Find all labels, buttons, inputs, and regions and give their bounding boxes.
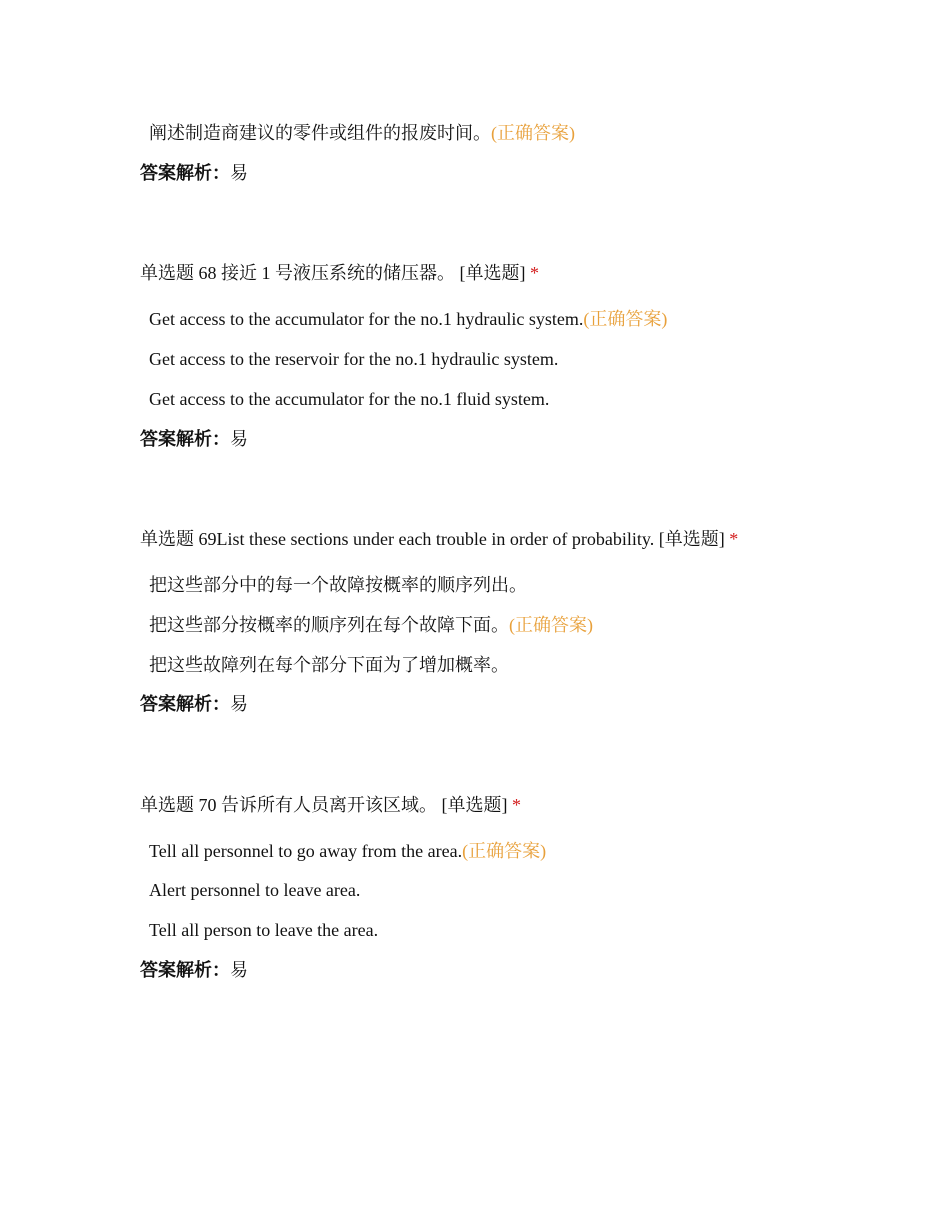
option-text: Tell all personnel to go away from the area. bbox=[149, 841, 463, 861]
option bbox=[149, 613, 593, 637]
question-title bbox=[140, 261, 539, 285]
option-text: 阐述制造商建议的零件或组件的报废时间。 bbox=[149, 123, 491, 143]
option-text: Tell all person to leave the area. bbox=[149, 920, 379, 940]
correct-answer-marker: (正确答案) bbox=[491, 123, 575, 143]
correct-answer-marker: (正确答案) bbox=[583, 309, 668, 329]
option-text: Get access to the accumulator for the no.1 fluid system. bbox=[149, 389, 550, 409]
analysis-value: 易 bbox=[230, 960, 248, 980]
option-text: 把这些部分按概率的顺序列在每个故障下面。 bbox=[149, 615, 509, 635]
question-title bbox=[140, 527, 738, 551]
analysis-value: 易 bbox=[230, 694, 248, 714]
question-text: 单选题 68 接近 1 号液压系统的储压器。 [单选题] bbox=[140, 263, 526, 283]
question-text: 单选题 70 告诉所有人员离开该区域。 [单选题] bbox=[140, 795, 508, 815]
option bbox=[149, 573, 527, 597]
option-text: Get access to the accumulator for the no.1 hydraulic system. bbox=[149, 309, 584, 329]
analysis-value: 易 bbox=[230, 163, 248, 183]
required-marker: * bbox=[530, 263, 539, 283]
option-text: Alert personnel to leave area. bbox=[149, 880, 361, 900]
question-title bbox=[140, 793, 521, 817]
option bbox=[149, 839, 546, 863]
required-marker: * bbox=[729, 529, 739, 549]
option bbox=[149, 918, 378, 942]
required-marker: * bbox=[512, 795, 521, 815]
correct-answer-marker: (正确答案) bbox=[509, 615, 593, 635]
question-text: 单选题 69List these sections under each trouble in order of probability. [单选题] bbox=[140, 529, 725, 549]
option bbox=[149, 121, 575, 145]
analysis-label: 答案解析： bbox=[140, 960, 230, 980]
analysis-value: 易 bbox=[230, 429, 248, 449]
option bbox=[149, 387, 549, 411]
option bbox=[149, 347, 558, 371]
answer-analysis bbox=[140, 692, 248, 716]
option bbox=[149, 878, 360, 902]
answer-analysis bbox=[140, 161, 248, 185]
option-text: 把这些部分中的每一个故障按概率的顺序列出。 bbox=[149, 575, 527, 595]
correct-answer-marker: (正确答案) bbox=[462, 841, 547, 861]
analysis-label: 答案解析： bbox=[140, 694, 230, 714]
option bbox=[149, 653, 509, 677]
option-text: 把这些故障列在每个部分下面为了增加概率。 bbox=[149, 655, 509, 675]
analysis-label: 答案解析： bbox=[140, 429, 230, 449]
analysis-label: 答案解析： bbox=[140, 163, 230, 183]
option bbox=[149, 307, 667, 331]
answer-analysis bbox=[140, 958, 248, 982]
option-text: Get access to the reservoir for the no.1 hydraulic system. bbox=[149, 349, 559, 369]
answer-analysis bbox=[140, 427, 248, 451]
